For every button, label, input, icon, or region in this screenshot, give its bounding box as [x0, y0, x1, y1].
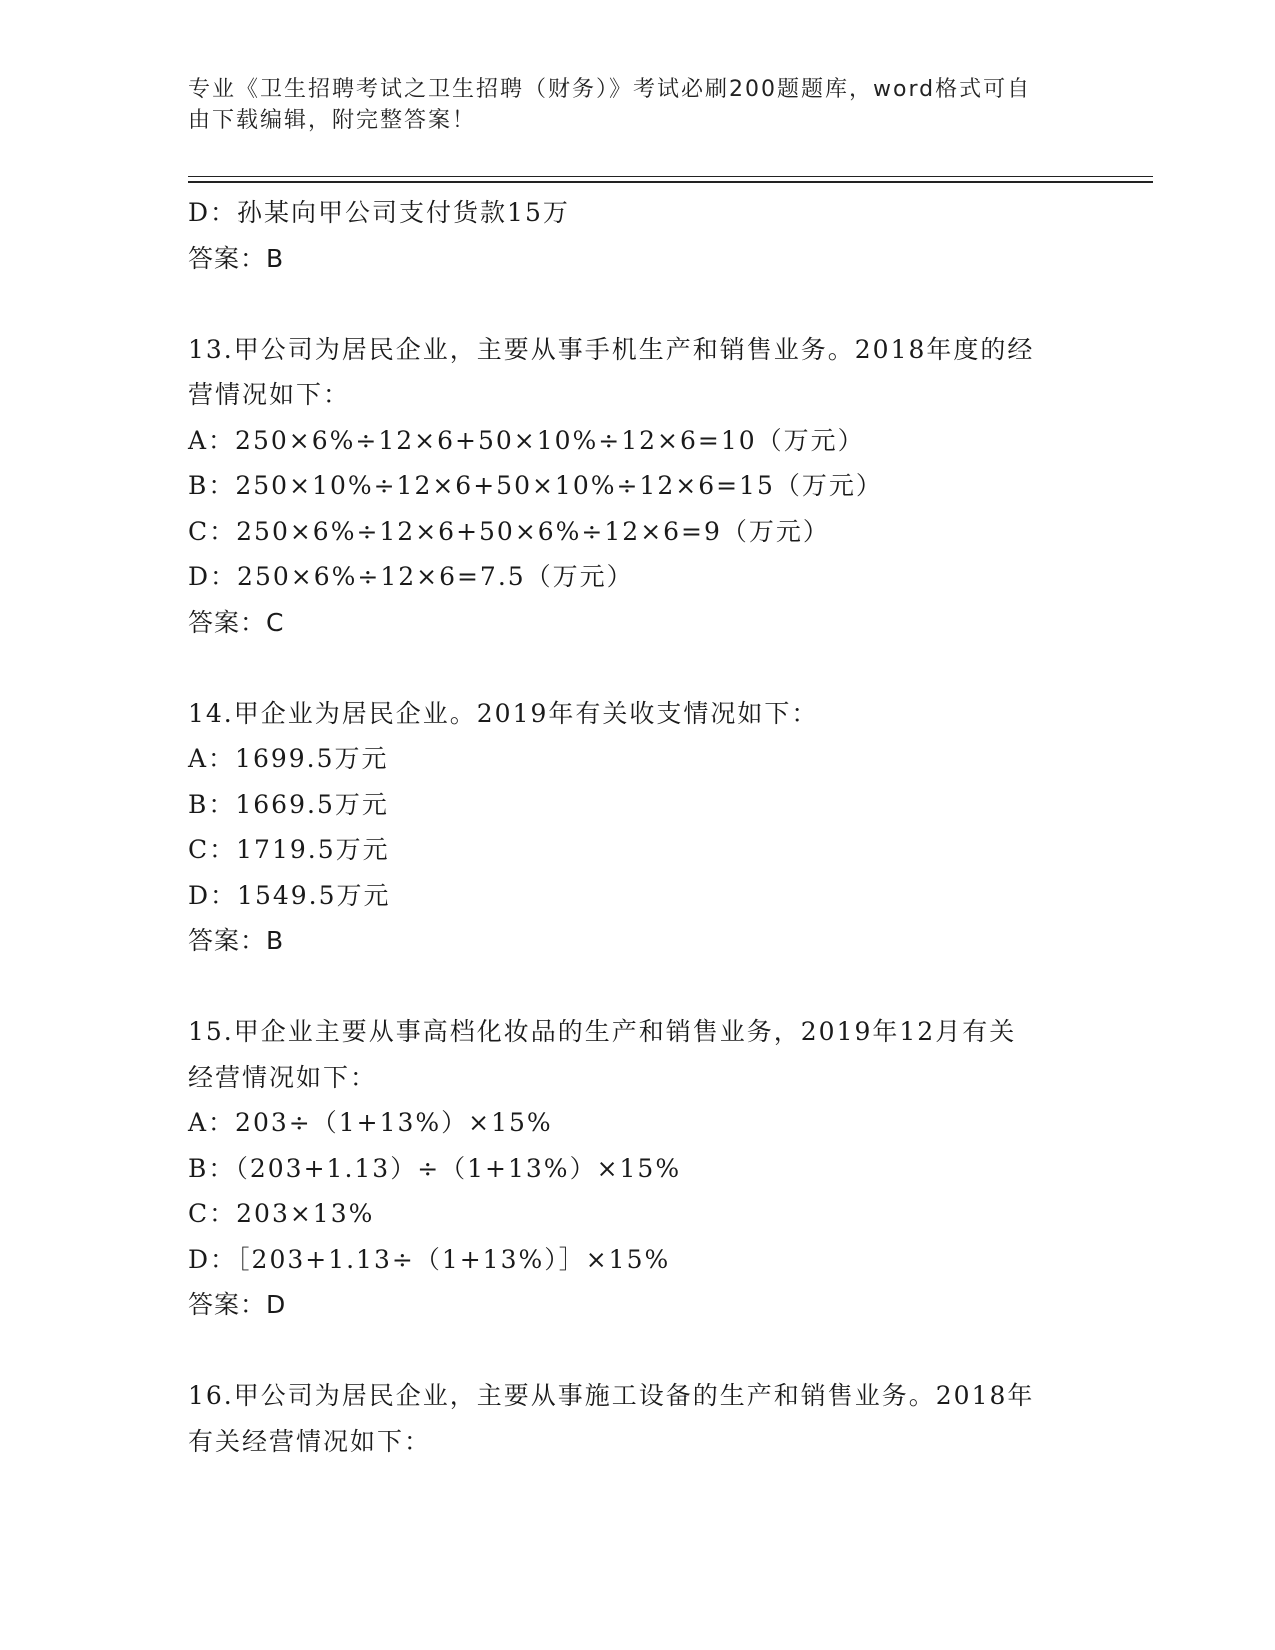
question-15	[188, 1009, 1088, 1328]
option-d: D：250×6%÷12×6=7.5（万元）	[188, 562, 634, 591]
header-line-1: 专业《卫生招聘考试之卫生招聘（财务）》考试必刷200题题库，word格式可自	[188, 77, 1032, 102]
option-d: D：孙某向甲公司支付货款15万	[188, 198, 570, 227]
option-d: D：［203+1.13÷（1+13%）］×15%	[188, 1244, 671, 1274]
answer: 答案：D	[188, 1290, 287, 1319]
answer: 答案：C	[188, 607, 285, 637]
option-a: A：203÷（1+13%）×15%	[188, 1108, 553, 1137]
option-c: C：250×6%÷12×6+50×6%÷12×6=9（万元）	[188, 516, 830, 546]
question-stem: 16.甲公司为居民企业，主要从事施工设备的生产和销售业务。2018年	[188, 1381, 1035, 1410]
spacer	[188, 281, 1088, 327]
question-12	[188, 190, 1088, 281]
spacer	[188, 964, 1088, 1010]
option-b: B：1669.5万元	[188, 789, 389, 819]
option-a: A：250×6%÷12×6+50×10%÷12×6=10（万元）	[188, 425, 865, 455]
option-c: C：203×13%	[188, 1199, 375, 1228]
question-13	[188, 327, 1088, 646]
option-d: D：1549.5万元	[188, 880, 391, 910]
header-line-2: 由下载编辑，附完整答案！	[188, 108, 477, 133]
header-divider-thin	[188, 176, 1153, 177]
question-list	[188, 190, 1088, 1464]
question-stem: 15.甲企业主要从事高档化妆品的生产和销售业务，2019年12月有关	[188, 1017, 1017, 1046]
document-header	[188, 74, 1068, 136]
question-stem-continued: 有关经营情况如下：	[188, 1426, 432, 1456]
option-a: A：1699.5万元	[188, 744, 389, 773]
question-16	[188, 1373, 1088, 1464]
spacer	[188, 1328, 1088, 1374]
answer: 答案：B	[188, 243, 285, 273]
question-stem: 13.甲公司为居民企业，主要从事手机生产和销售业务。2018年度的经	[188, 334, 1035, 364]
option-b: B：（203+1.13）÷（1+13%）×15%	[188, 1153, 682, 1183]
spacer	[188, 645, 1088, 691]
header-divider-thick	[188, 181, 1153, 183]
question-stem-continued: 营情况如下：	[188, 380, 351, 409]
option-b: B：250×10%÷12×6+50×10%÷12×6=15（万元）	[188, 471, 883, 500]
question-stem: 14.甲企业为居民企业。2019年有关收支情况如下：	[188, 698, 819, 728]
question-14	[188, 691, 1088, 964]
question-stem-continued: 经营情况如下：	[188, 1062, 378, 1092]
option-c: C：1719.5万元	[188, 835, 390, 864]
answer: 答案：B	[188, 926, 285, 955]
